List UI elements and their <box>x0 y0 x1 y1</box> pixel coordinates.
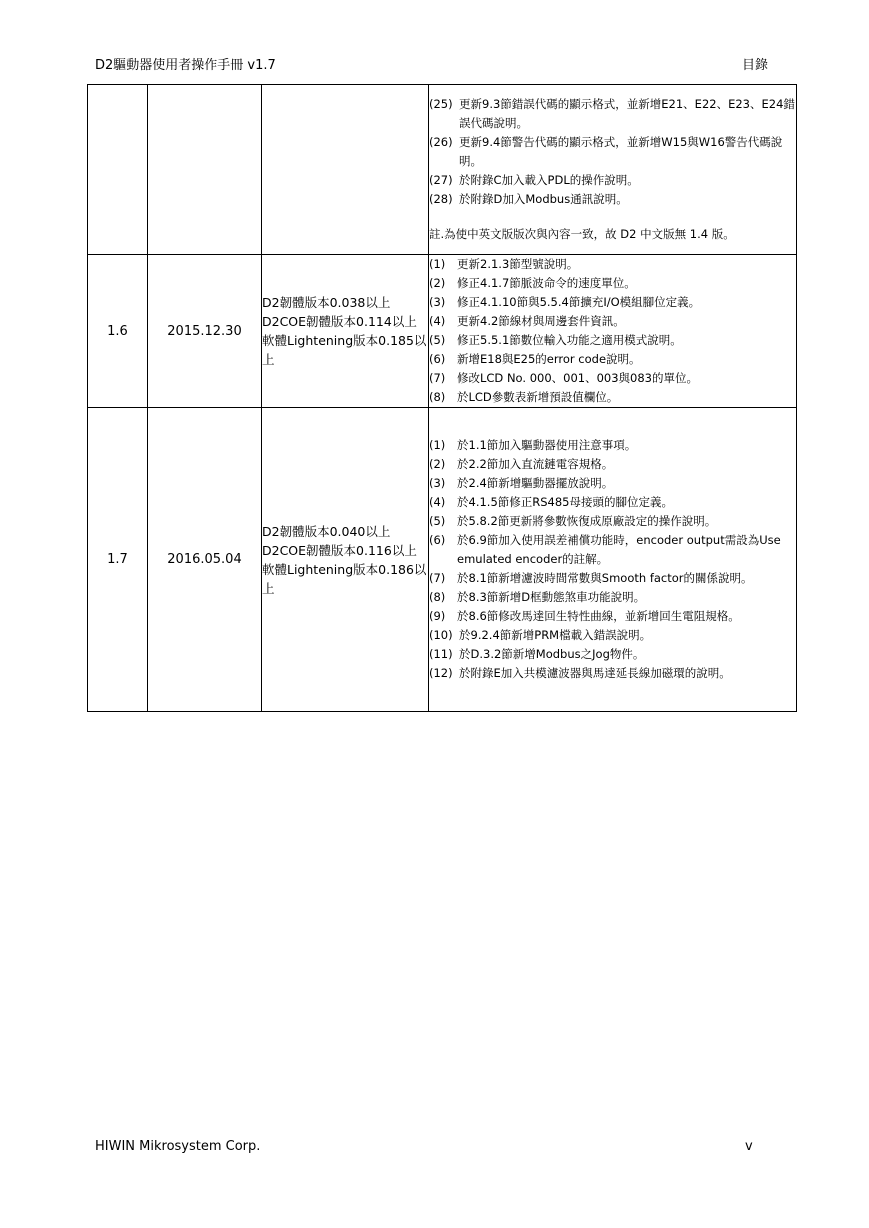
list-item <box>429 331 796 350</box>
item-number: (3) <box>429 295 446 309</box>
item-text: 更新9.3節錯誤代碼的顯示格式，並新增E21、E22、E23、E24錯誤代碼說明。 <box>459 97 795 130</box>
item-text: 修正4.1.7節脈波命令的速度單位。 <box>457 276 636 290</box>
list-item <box>429 531 796 569</box>
list-item <box>429 607 796 626</box>
item-number: (7) <box>429 571 446 585</box>
item-number: (10) <box>429 628 453 642</box>
item-number: (1) <box>429 438 446 452</box>
list-item <box>429 512 796 531</box>
list-item <box>429 388 796 407</box>
table-row <box>88 255 797 408</box>
firmware-line: 軟體Lightening版本0.185以上 <box>262 333 427 367</box>
firmware-line: 軟體Lightening版本0.186以上 <box>262 561 427 596</box>
item-number: (12) <box>429 666 453 680</box>
item-text: 於附錄D加入Modbus通訊說明。 <box>459 192 628 206</box>
item-number: (27) <box>429 173 453 187</box>
version-cell: 1.7 <box>88 408 148 712</box>
item-text: 於9.2.4節新增PRM檔載入錯誤說明。 <box>459 628 652 642</box>
date-cell: 2015.12.30 <box>148 255 262 408</box>
list-item <box>429 645 796 664</box>
item-text: 於附錄E加入共模濾波器與馬達延長線加磁環的說明。 <box>459 666 731 680</box>
version-cell: 1.6 <box>88 255 148 408</box>
list-item <box>429 133 796 171</box>
firmware-cell <box>262 408 429 712</box>
item-number: (1) <box>429 257 446 271</box>
date-cell: 2016.05.04 <box>148 408 262 712</box>
list-item <box>429 255 796 274</box>
item-number: (2) <box>429 276 446 290</box>
item-number: (5) <box>429 514 446 528</box>
firmware-line: D2COE韌體版本0.114以上 <box>262 314 417 329</box>
table-row <box>88 408 797 712</box>
item-number: (6) <box>429 352 446 366</box>
firmware-cell <box>262 85 429 255</box>
item-number: (7) <box>429 371 446 385</box>
section-title: 目錄 <box>742 58 769 73</box>
notes-cell <box>429 255 797 408</box>
item-text: 新增E18與E25的error code說明。 <box>457 352 641 366</box>
list-item <box>429 493 796 512</box>
list-item <box>429 569 796 588</box>
list-item <box>429 369 796 388</box>
item-text: 於2.2節加入直流鏈電容規格。 <box>457 457 614 471</box>
item-text: 於1.1節加入驅動器使用注意事項。 <box>457 438 637 452</box>
firmware-line: D2COE韌體版本0.116以上 <box>262 542 417 558</box>
list-item <box>429 455 796 474</box>
list-item <box>429 664 796 683</box>
list-item <box>429 436 796 455</box>
date-cell <box>148 85 262 255</box>
item-number: (25) <box>429 97 453 111</box>
list-item <box>429 626 796 645</box>
item-text: 於4.1.5節修正RS485母接頭的腳位定義。 <box>457 495 673 509</box>
list-item <box>429 350 796 369</box>
item-text: 更新2.1.3節型號說明。 <box>457 257 579 271</box>
item-number: (5) <box>429 333 446 347</box>
item-text: 更新4.2節線材與周邊套件資訊。 <box>457 314 625 328</box>
item-text: 於附錄C加入載入PDL的操作說明。 <box>459 173 639 187</box>
item-text: 於5.8.2節更新將參數恢復成原廠設定的操作說明。 <box>457 514 717 528</box>
item-text: 於2.4節新增驅動器擺放說明。 <box>457 476 614 490</box>
item-text: 更新9.4節警告代碼的顯示格式，並新增W15與W16警告代碼說明。 <box>459 135 783 168</box>
item-text: 修正5.5.1節數位輸入功能之適用模式說明。 <box>457 333 682 347</box>
item-text: 於8.3節新增D框動態煞車功能說明。 <box>457 590 646 604</box>
document-title: D2驅動器使用者操作手冊 v1.7 <box>95 58 276 73</box>
notes-cell <box>429 408 797 712</box>
list-item <box>429 312 796 331</box>
table-row <box>88 85 797 255</box>
item-text: 修正4.1.10節與5.5.4節擴充I/O模組腳位定義。 <box>457 295 701 309</box>
revision-history-table <box>87 84 797 712</box>
item-number: (4) <box>429 314 446 328</box>
item-text: 於8.6節修改馬達回生特性曲線，並新增回生電阻規格。 <box>457 609 740 623</box>
item-number: (28) <box>429 192 453 206</box>
list-item <box>429 588 796 607</box>
list-item <box>429 190 796 209</box>
list-item <box>429 95 796 133</box>
item-text: 於8.1節新增濾波時間常數與Smooth factor的關係說明。 <box>457 571 753 585</box>
firmware-cell <box>262 255 429 408</box>
item-number: (4) <box>429 495 446 509</box>
item-number: (9) <box>429 609 446 623</box>
footer-company: HIWIN Mikrosystem Corp. <box>95 1139 261 1154</box>
item-number: (8) <box>429 390 446 404</box>
item-number: (2) <box>429 457 446 471</box>
version-note: 註.為使中英文版版次與內容一致，故 D2 中文版無 1.4 版。 <box>429 227 735 241</box>
item-number: (6) <box>429 533 446 547</box>
list-item <box>429 171 796 190</box>
item-text: 於6.9節加入使用誤差補償功能時，encoder output需設為Use emulated encoder的註解。 <box>457 533 781 566</box>
item-number: (3) <box>429 476 446 490</box>
item-number: (11) <box>429 647 453 661</box>
item-text: 於LCD參數表新增預設值欄位。 <box>457 390 619 404</box>
item-number: (8) <box>429 590 446 604</box>
list-item <box>429 293 796 312</box>
notes-cell <box>429 85 797 255</box>
firmware-line: D2韌體版本0.038以上 <box>262 295 391 310</box>
firmware-line: D2韌體版本0.040以上 <box>262 523 391 539</box>
item-text: 於D.3.2節新增Modbus之Jog物件。 <box>459 647 645 661</box>
page-number: v <box>745 1139 753 1154</box>
item-number: (26) <box>429 135 453 149</box>
list-item <box>429 274 796 293</box>
version-cell <box>88 85 148 255</box>
list-item <box>429 474 796 493</box>
item-text: 修改LCD No. 000、001、003與083的單位。 <box>457 371 698 385</box>
